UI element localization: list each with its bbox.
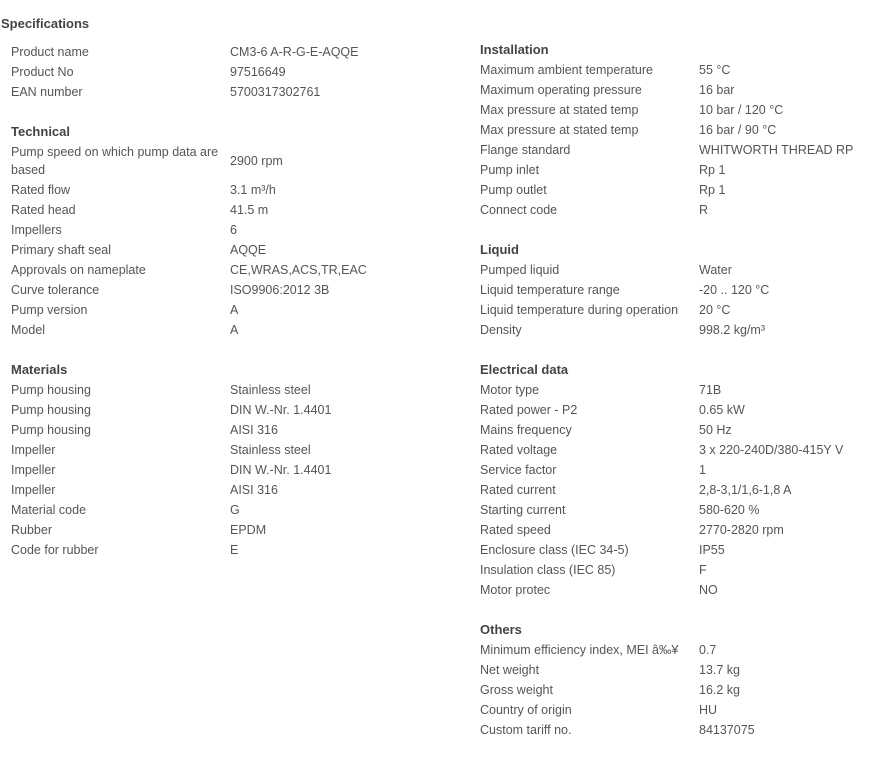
spec-label: Max pressure at stated temp (480, 103, 639, 117)
spec-row (11, 500, 431, 520)
spec-label: Pump housing (11, 383, 91, 397)
spec-value: 998.2 kg/m³ (699, 323, 766, 337)
spec-row (11, 380, 431, 400)
spec-label: Impeller (11, 483, 56, 497)
spec-label: Pump outlet (480, 183, 547, 197)
spec-value: R (699, 203, 709, 217)
spec-value: ISO9906:2012 3B (230, 283, 330, 297)
spec-label: Pump inlet (480, 163, 540, 177)
section-title-technical: Technical (11, 124, 71, 139)
spec-row (480, 400, 870, 420)
spec-label: Max pressure at stated temp (480, 123, 639, 137)
spec-row (11, 42, 431, 62)
spec-value: -20 .. 120 °C (699, 283, 770, 297)
spec-value: 97516649 (230, 65, 286, 79)
spec-row (480, 380, 870, 400)
spec-value: Stainless steel (230, 383, 311, 397)
spec-row (11, 520, 431, 540)
spec-row (480, 660, 870, 680)
spec-value: A (230, 323, 239, 337)
spec-label: Motor type (480, 383, 540, 397)
section-title-liquid: Liquid (480, 242, 519, 257)
spec-row (480, 80, 870, 100)
spec-row (480, 160, 870, 180)
spec-value: CM3-6 A-R-G-E-AQQE (230, 45, 359, 59)
spec-value: AISI 316 (230, 423, 278, 437)
right-column (480, 40, 870, 740)
spec-value: AQQE (230, 243, 267, 257)
section-title-others: Others (480, 622, 522, 637)
spec-label: Pump version (11, 303, 88, 317)
spec-row (480, 540, 870, 560)
spec-row (11, 320, 431, 340)
technical-section (11, 142, 431, 340)
spec-value: 84137075 (699, 723, 755, 737)
spec-row (480, 680, 870, 700)
spec-label: Liquid temperature during operation (480, 303, 679, 317)
liquid-section (480, 260, 870, 340)
spec-label: Model (11, 323, 46, 337)
spec-label: Custom tariff no. (480, 723, 572, 737)
spec-label: Approvals on nameplate (11, 263, 146, 277)
spec-row (11, 142, 431, 180)
spec-row (11, 240, 431, 260)
spec-label: Pumped liquid (480, 263, 560, 277)
spec-value: 41.5 m (230, 203, 269, 217)
spec-label: Service factor (480, 463, 557, 477)
spec-value: 2770-2820 rpm (699, 523, 784, 537)
spec-label: Primary shaft seal (11, 243, 112, 257)
spec-row (11, 480, 431, 500)
spec-value: Rp 1 (699, 183, 726, 197)
spec-value: Water (699, 263, 732, 277)
spec-row (480, 120, 870, 140)
spec-value: 3.1 m³/h (230, 183, 276, 197)
spec-label: Rated head (11, 203, 76, 217)
spec-value: Rp 1 (699, 163, 726, 177)
spec-label: Rated flow (11, 183, 71, 197)
spec-row (480, 720, 870, 740)
spec-value: CE,WRAS,ACS,TR,EAC (230, 263, 367, 277)
spec-label: Maximum ambient temperature (480, 63, 653, 77)
spec-value: F (699, 563, 707, 577)
spec-row (480, 260, 870, 280)
spec-row (11, 440, 431, 460)
spec-value: 2,8-3,1/1,6-1,8 A (699, 483, 792, 497)
spec-row (480, 500, 870, 520)
spec-label: Starting current (480, 503, 566, 517)
spec-value: A (230, 303, 239, 317)
spec-value: WHITWORTH THREAD RP (699, 143, 854, 157)
spec-label: Impeller (11, 463, 56, 477)
spec-row (480, 480, 870, 500)
spec-value: 5700317302761 (230, 85, 321, 99)
spec-row (11, 540, 431, 560)
spec-row (480, 320, 870, 340)
spec-value: DIN W.-Nr. 1.4401 (230, 403, 332, 417)
materials-section (11, 380, 431, 560)
spec-label: Pump housing (11, 403, 91, 417)
spec-label: Motor protec (480, 583, 551, 597)
spec-value: IP55 (699, 543, 725, 557)
spec-label: Maximum operating pressure (480, 83, 642, 97)
spec-value: 13.7 kg (699, 663, 741, 677)
spec-value: HU (699, 703, 718, 717)
spec-label: Enclosure class (IEC 34-5) (480, 543, 629, 557)
spec-label: Net weight (480, 663, 540, 677)
spec-label: Pump speed on which pump data are based (11, 145, 219, 177)
installation-section (480, 60, 870, 220)
spec-value: 16.2 kg (699, 683, 741, 697)
spec-label: Gross weight (480, 683, 553, 697)
spec-label: Rubber (11, 523, 52, 537)
left-column (11, 42, 431, 560)
spec-row (11, 300, 431, 320)
spec-label: Country of origin (480, 703, 572, 717)
spec-row (480, 560, 870, 580)
spec-label: Rated power - P2 (480, 403, 578, 417)
spec-label: Flange standard (480, 143, 571, 157)
spec-row (480, 580, 870, 600)
spec-label: Connect code (480, 203, 558, 217)
spec-label: Material code (11, 503, 87, 517)
spec-row (11, 220, 431, 240)
electrical-section (480, 380, 870, 600)
spec-row (480, 200, 870, 220)
section-title-installation: Installation (480, 42, 549, 57)
section-title-electrical: Electrical data (480, 362, 569, 377)
spec-value: 10 bar / 120 °C (699, 103, 784, 117)
spec-row (11, 260, 431, 280)
spec-row (11, 82, 431, 102)
spec-label: Insulation class (IEC 85) (480, 563, 616, 577)
spec-row (480, 460, 870, 480)
spec-row (480, 300, 870, 320)
spec-row (11, 280, 431, 300)
others-section (480, 640, 870, 740)
spec-label: Curve tolerance (11, 283, 100, 297)
spec-value: 50 Hz (699, 423, 732, 437)
spec-label: Density (480, 323, 522, 337)
spec-row (11, 460, 431, 480)
spec-row (480, 440, 870, 460)
spec-row (480, 180, 870, 200)
spec-value: 580-620 % (699, 503, 760, 517)
spec-label: Liquid temperature range (480, 283, 620, 297)
spec-label: Product name (11, 45, 89, 59)
spec-value: 55 °C (699, 63, 731, 77)
spec-row (11, 200, 431, 220)
spec-row (11, 180, 431, 200)
spec-label: Impeller (11, 443, 56, 457)
spec-value: 0.65 kW (699, 403, 745, 417)
spec-value: 3 x 220-240D/380-415Y V (699, 443, 844, 457)
spec-row (480, 280, 870, 300)
spec-value: NO (699, 583, 718, 597)
spec-value: 16 bar / 90 °C (699, 123, 777, 137)
section-title-materials: Materials (11, 362, 68, 377)
spec-label: Minimum efficiency index, MEI â‰¥ (480, 643, 679, 657)
spec-row (11, 400, 431, 420)
spec-row (480, 640, 870, 660)
spec-value: 71B (699, 383, 722, 397)
spec-value: 16 bar (699, 83, 735, 97)
spec-row (11, 420, 431, 440)
spec-value: G (230, 503, 240, 517)
spec-value: AISI 316 (230, 483, 278, 497)
spec-label: Rated speed (480, 523, 551, 537)
spec-value: Stainless steel (230, 443, 311, 457)
spec-value: 6 (230, 223, 237, 237)
spec-value: 0.7 (699, 643, 717, 657)
spec-row (480, 520, 870, 540)
spec-value: EPDM (230, 523, 267, 537)
spec-row (11, 62, 431, 82)
spec-value: 2900 rpm (230, 154, 283, 168)
spec-row (480, 140, 870, 160)
spec-row (480, 420, 870, 440)
spec-label: Pump housing (11, 423, 91, 437)
page-title: Specifications (1, 16, 90, 31)
spec-value: E (230, 543, 239, 557)
spec-label: EAN number (11, 85, 83, 99)
spec-label: Impellers (11, 223, 62, 237)
spec-value: 1 (699, 463, 706, 477)
spec-row (480, 700, 870, 720)
spec-label: Code for rubber (11, 543, 99, 557)
spec-row (480, 60, 870, 80)
spec-label: Product No (11, 65, 74, 79)
spec-row (480, 100, 870, 120)
spec-value: DIN W.-Nr. 1.4401 (230, 463, 332, 477)
spec-value: 20 °C (699, 303, 731, 317)
general-section (11, 42, 431, 102)
spec-label: Mains frequency (480, 423, 572, 437)
spec-label: Rated current (480, 483, 556, 497)
spec-label: Rated voltage (480, 443, 558, 457)
